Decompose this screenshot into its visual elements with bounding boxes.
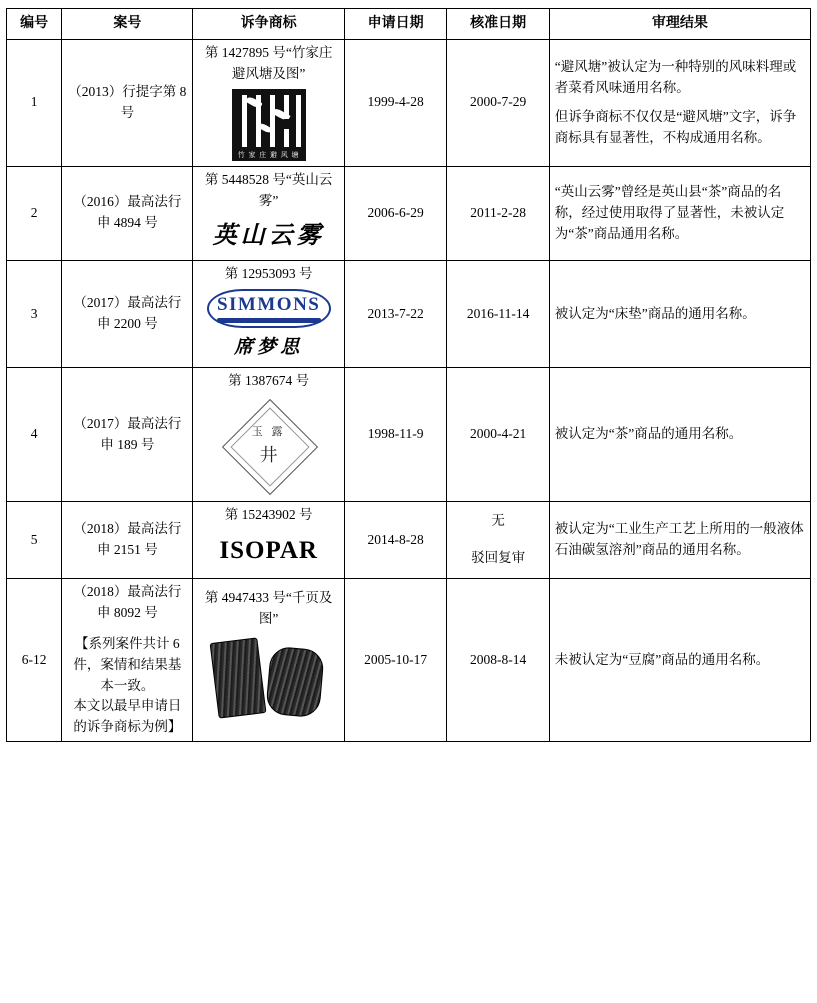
bamboo-block-logo xyxy=(232,89,306,161)
case-number-note: 【系列案件共计 6 件，案情和结果基本一致。 xyxy=(73,635,182,693)
table-row xyxy=(7,260,811,367)
mark-title: 第 12953093 号 xyxy=(224,265,313,281)
approve-date: 2008-8-14 xyxy=(447,578,549,741)
disputed-mark xyxy=(193,260,345,367)
case-number: （2013）行提字第 8 号 xyxy=(62,40,193,167)
row-number: 2 xyxy=(7,166,62,260)
result-paragraph: 被认定为“茶”商品的通用名称。 xyxy=(554,426,743,442)
approve-date: 2000-7-29 xyxy=(447,40,549,167)
diamond-seal-logo xyxy=(221,398,317,494)
diamond-seal-text: 玉 露 xyxy=(251,426,286,439)
case-number-line: （2018）最高法行申 8092 号 xyxy=(73,583,182,620)
table-row xyxy=(7,502,811,579)
mark-title: 第 5448528 号“英山云雾” xyxy=(204,171,333,208)
simmons-bar xyxy=(217,318,321,323)
review-result xyxy=(549,578,810,741)
result-paragraph: “英山云雾”曾经是英山县“茶”商品的名称，经过使用取得了显著性，未被认定为“茶”商品通用名称。 xyxy=(554,183,785,241)
apply-date: 2014-8-28 xyxy=(344,502,446,579)
disputed-mark xyxy=(193,40,345,167)
column-header-mark: 诉争商标 xyxy=(193,9,345,40)
apply-date: 2013-7-22 xyxy=(344,260,446,367)
disputed-mark xyxy=(193,368,345,502)
review-result xyxy=(549,40,810,167)
row-number: 4 xyxy=(7,368,62,502)
case-number: （2018）最高法行申 2151 号 xyxy=(62,502,193,579)
mark-title: 第 1387674 号 xyxy=(228,373,310,389)
table-row xyxy=(7,578,811,741)
case-number: （2017）最高法行申 2200 号 xyxy=(62,260,193,367)
result-paragraph: 被认定为“工业生产工艺上所用的一般液体石油碳氢溶剂”商品的通用名称。 xyxy=(554,521,804,557)
case-summary-table xyxy=(6,8,811,742)
apply-date: 2005-10-17 xyxy=(344,578,446,741)
simmons-wordmark: SIMMONS xyxy=(216,293,321,315)
review-result xyxy=(549,166,810,260)
table-row xyxy=(7,166,811,260)
table-row xyxy=(7,40,811,167)
column-header-result: 审理结果 xyxy=(549,9,810,40)
result-paragraph: 被认定为“床垫”商品的通用名称。 xyxy=(554,305,756,321)
column-header-apply-date: 申请日期 xyxy=(344,9,446,40)
case-number-note-cont: 本文以最早申请日的诉争商标为例】 xyxy=(73,698,182,735)
disputed-mark xyxy=(193,578,345,741)
apply-date: 2006-6-29 xyxy=(344,166,446,260)
approve-date: 2016-11-14 xyxy=(447,260,549,367)
row-number: 3 xyxy=(7,260,62,367)
case-number: （2016）最高法行申 4894 号 xyxy=(62,166,193,260)
mark-title: 第 15243902 号 xyxy=(224,507,313,523)
simmons-badge-logo xyxy=(207,289,331,362)
result-paragraph: “避风塘”被认定为一种特别的风味料理或者菜肴风味通用名称。 xyxy=(554,58,797,95)
row-number: 6-12 xyxy=(7,578,62,741)
column-header-case-no: 案号 xyxy=(62,9,193,40)
result-paragraph: 未被认定为“豆腐”商品的通用名称。 xyxy=(554,651,770,667)
approve-date-note: 驳回复审 xyxy=(471,549,526,565)
dark-blocks-logo xyxy=(210,634,328,730)
result-paragraph: 但诉争商标不仅仅是“避风塘”文字，诉争商标具有显著性，不构成通用名称。 xyxy=(554,109,797,146)
column-header-no: 编号 xyxy=(7,9,62,40)
bamboo-logo-caption: 竹 家 庄 避 风 塘 xyxy=(232,149,306,161)
row-number: 5 xyxy=(7,502,62,579)
disputed-mark xyxy=(193,166,345,260)
apply-date: 1998-11-9 xyxy=(344,368,446,502)
mark-title: 第 1427895 号“竹家庄避风塘及图” xyxy=(204,45,333,81)
review-result xyxy=(549,368,810,502)
approve-date-line: 无 xyxy=(491,513,505,529)
column-header-approve-date: 核准日期 xyxy=(447,9,549,40)
approve-date xyxy=(447,502,549,579)
case-number xyxy=(62,578,193,741)
approve-date: 2000-4-21 xyxy=(447,368,549,502)
simmons-chinese-text: 席梦思 xyxy=(234,336,304,358)
isopar-wordmark-logo: ISOPAR xyxy=(219,537,318,565)
review-result xyxy=(549,502,810,579)
diamond-seal-glyph: 井 xyxy=(259,445,278,466)
review-result xyxy=(549,260,810,367)
mark-title: 第 4947433 号“千页及图” xyxy=(204,589,333,626)
table-header-row xyxy=(7,9,811,40)
calligraphy-text-logo: 英山云雾 xyxy=(212,222,325,249)
row-number: 1 xyxy=(7,40,62,167)
apply-date: 1999-4-28 xyxy=(344,40,446,167)
approve-date: 2011-2-28 xyxy=(447,166,549,260)
table-row xyxy=(7,368,811,502)
case-number: （2017）最高法行申 189 号 xyxy=(62,368,193,502)
disputed-mark xyxy=(193,502,345,579)
